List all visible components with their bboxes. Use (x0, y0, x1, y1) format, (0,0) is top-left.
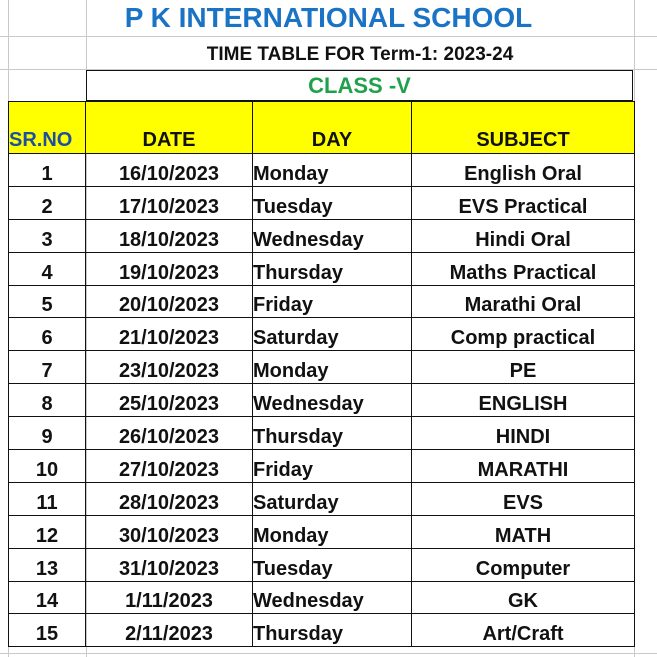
subject-cell: EVS (412, 482, 635, 515)
table-row (9, 318, 635, 351)
table-row (9, 154, 635, 187)
sr-cell: 9 (9, 417, 86, 450)
header-day: DAY (253, 102, 412, 154)
date-cell: 27/10/2023 (86, 450, 253, 483)
sr-cell: 7 (9, 351, 86, 384)
day-cell: Monday (253, 351, 412, 384)
date-cell: 26/10/2023 (86, 417, 253, 450)
table-row (9, 515, 635, 548)
date-cell: 2/11/2023 (86, 614, 253, 647)
day-cell: Monday (253, 154, 412, 187)
sr-cell: 10 (9, 450, 86, 483)
date-cell: 18/10/2023 (86, 219, 253, 252)
date-cell: 1/11/2023 (86, 581, 253, 614)
date-cell: 23/10/2023 (86, 351, 253, 384)
header-row (9, 102, 635, 154)
subject-cell: MATH (412, 515, 635, 548)
table-row (9, 581, 635, 614)
date-cell: 21/10/2023 (86, 318, 253, 351)
header-date: DATE (86, 102, 253, 154)
date-cell: 25/10/2023 (86, 384, 253, 417)
subject-cell: HINDI (412, 417, 635, 450)
sr-cell: 14 (9, 581, 86, 614)
day-cell: Saturday (253, 318, 412, 351)
subject-cell: Hindi Oral (412, 219, 635, 252)
day-cell: Wednesday (253, 384, 412, 417)
table-row (9, 384, 635, 417)
subject-cell: MARATHI (412, 450, 635, 483)
sr-cell: 5 (9, 285, 86, 318)
table-row (9, 186, 635, 219)
header-subject: SUBJECT (412, 102, 635, 154)
timetable-title: TIME TABLE FOR Term-1: 2023-24 (206, 44, 514, 65)
date-cell: 17/10/2023 (86, 186, 253, 219)
sr-cell: 1 (9, 154, 86, 187)
day-cell: Friday (253, 450, 412, 483)
day-cell: Thursday (253, 417, 412, 450)
sr-cell: 6 (9, 318, 86, 351)
day-cell: Saturday (253, 482, 412, 515)
header-sr-no: SR.NO (9, 102, 86, 154)
day-cell: Tuesday (253, 186, 412, 219)
date-cell: 20/10/2023 (86, 285, 253, 318)
sr-cell: 12 (9, 515, 86, 548)
date-cell: 30/10/2023 (86, 515, 253, 548)
gridline (0, 653, 657, 654)
subject-cell: Art/Craft (412, 614, 635, 647)
day-cell: Wednesday (253, 219, 412, 252)
timetable (8, 101, 635, 647)
table-row (9, 351, 635, 384)
day-cell: Wednesday (253, 581, 412, 614)
day-cell: Thursday (253, 252, 412, 285)
sr-cell: 8 (9, 384, 86, 417)
subject-cell: Computer (412, 548, 635, 581)
subject-cell: ENGLISH (412, 384, 635, 417)
subject-cell: Maths Practical (412, 252, 635, 285)
table-row (9, 219, 635, 252)
table-row (9, 614, 635, 647)
table-row (9, 417, 635, 450)
table-row (9, 482, 635, 515)
day-cell: Thursday (253, 614, 412, 647)
day-cell: Tuesday (253, 548, 412, 581)
subject-cell: English Oral (412, 154, 635, 187)
date-cell: 31/10/2023 (86, 548, 253, 581)
sr-cell: 2 (9, 186, 86, 219)
table-row (9, 252, 635, 285)
sr-cell: 4 (9, 252, 86, 285)
subject-cell: Marathi Oral (412, 285, 635, 318)
date-cell: 19/10/2023 (86, 252, 253, 285)
day-cell: Friday (253, 285, 412, 318)
sr-cell: 15 (9, 614, 86, 647)
subject-cell: Comp practical (412, 318, 635, 351)
sr-cell: 11 (9, 482, 86, 515)
day-cell: Monday (253, 515, 412, 548)
table-row (9, 548, 635, 581)
timetable-body (9, 154, 635, 647)
subject-cell: EVS Practical (412, 186, 635, 219)
subject-cell: GK (412, 581, 635, 614)
sr-cell: 13 (9, 548, 86, 581)
table-row (9, 285, 635, 318)
subject-cell: PE (412, 351, 635, 384)
date-cell: 28/10/2023 (86, 482, 253, 515)
date-cell: 16/10/2023 (86, 154, 253, 187)
school-name: P K INTERNATIONAL SCHOOL (124, 2, 533, 33)
sr-cell: 3 (9, 219, 86, 252)
class-label: CLASS -V (86, 70, 633, 101)
table-row (9, 450, 635, 483)
